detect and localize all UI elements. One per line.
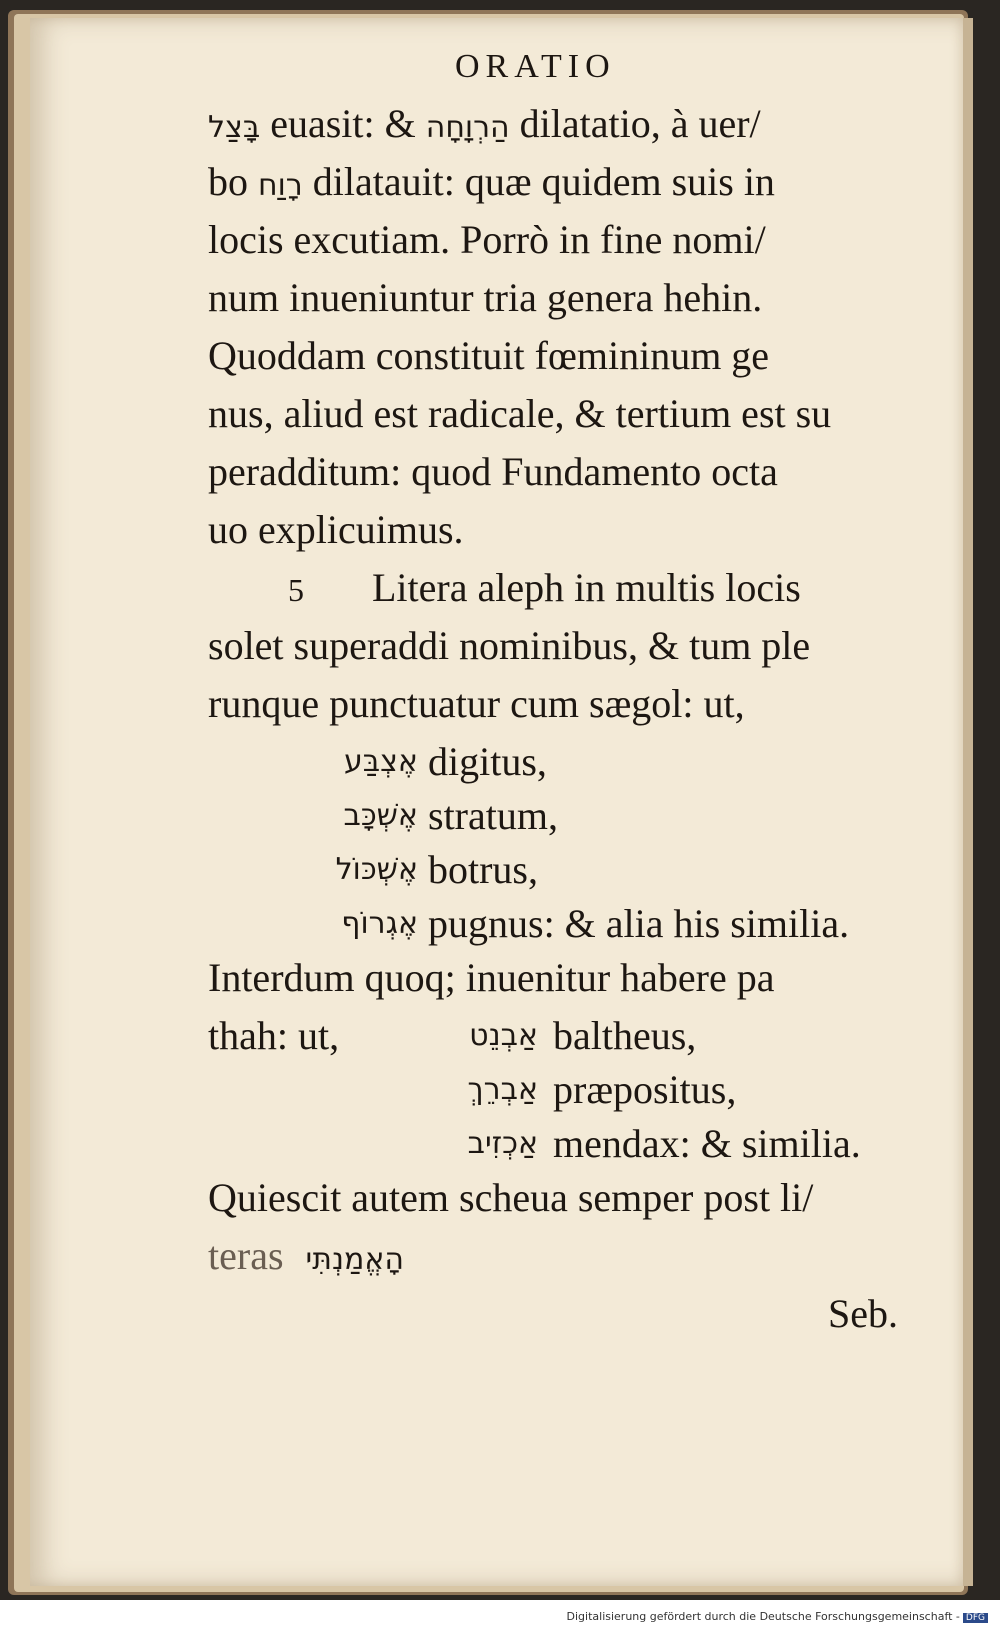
- text-line: num inueniuntur tria genera hehin.: [208, 275, 763, 320]
- text-line: [208, 1228, 404, 1284]
- footer-text: Digitalisierung gefördert durch die Deutsche Forschungsgemeinschaft -: [566, 1610, 960, 1623]
- line-text: dilatauit: quæ quidem suis in: [312, 159, 775, 204]
- text-line: locis excutiam. Porrò in fine nomi/: [208, 217, 766, 262]
- text-line: Quiescit autem scheua semper post li/: [208, 1175, 814, 1220]
- dfg-logo: DFG: [963, 1613, 988, 1623]
- text-line: peradditum: quod Fundamento octa: [208, 449, 778, 494]
- line-text: thah: ut,: [208, 1013, 340, 1058]
- hebrew-word: בָּצַל: [208, 110, 261, 145]
- hebrew-word: אֶשְׁכָּב: [343, 798, 418, 833]
- text-line: runque punctuatur cum sægol: ut,: [208, 681, 745, 726]
- hebrew-word: אַבְרֵךְ: [467, 1072, 538, 1107]
- text-line: Interdum quoq; inuenitur habere pa: [208, 955, 775, 1000]
- page-edge-strip: [963, 18, 973, 1586]
- line-text: bo: [208, 159, 258, 204]
- hebrew-word: רָוַח: [258, 168, 303, 203]
- text-line: solet superaddi nominibus, & tum ple: [208, 623, 811, 668]
- hebrew-word: אַכְזִיב: [467, 1126, 538, 1161]
- hebrew-word: אֶגְרוֹף: [341, 906, 418, 941]
- hebrew-word: הַרְוָחָה: [425, 110, 510, 145]
- gloss: digitus,: [428, 739, 547, 784]
- hebrew-word: אֶצְבַּע: [344, 744, 418, 779]
- gloss: pugnus: & alia his similia.: [428, 901, 850, 946]
- line-text: euasit: &: [270, 101, 426, 146]
- running-header: ORATIO: [455, 48, 616, 85]
- section-number: 5: [288, 572, 304, 608]
- text-line: uo explicuimus.: [208, 507, 464, 552]
- line-text: Litera aleph in multis locis: [372, 565, 801, 610]
- gloss: botrus,: [428, 847, 538, 892]
- digitization-footer: [567, 1610, 988, 1623]
- text-line: [208, 96, 761, 152]
- line-text: teras: [208, 1233, 284, 1278]
- gloss: baltheus,: [553, 1013, 697, 1058]
- hebrew-word: אַבְנֵט: [469, 1018, 538, 1053]
- catchword: Seb.: [828, 1291, 898, 1336]
- line-text: dilatatio, à uer/: [519, 101, 761, 146]
- hebrew-word: הָאֱמַנְתִּי: [305, 1242, 404, 1277]
- book-page: [30, 18, 965, 1586]
- text-line: [208, 154, 775, 210]
- gloss: mendax: & similia.: [553, 1121, 861, 1166]
- text-line: [288, 560, 801, 616]
- text-line: Quoddam constituit fœmininum ge: [208, 333, 770, 378]
- gloss: stratum,: [428, 793, 558, 838]
- hebrew-word: אֶשְׁכּוֹל: [335, 852, 418, 887]
- gloss: præpositus,: [553, 1067, 737, 1112]
- text-line: nus, aliud est radicale, & tertium est su: [208, 391, 832, 436]
